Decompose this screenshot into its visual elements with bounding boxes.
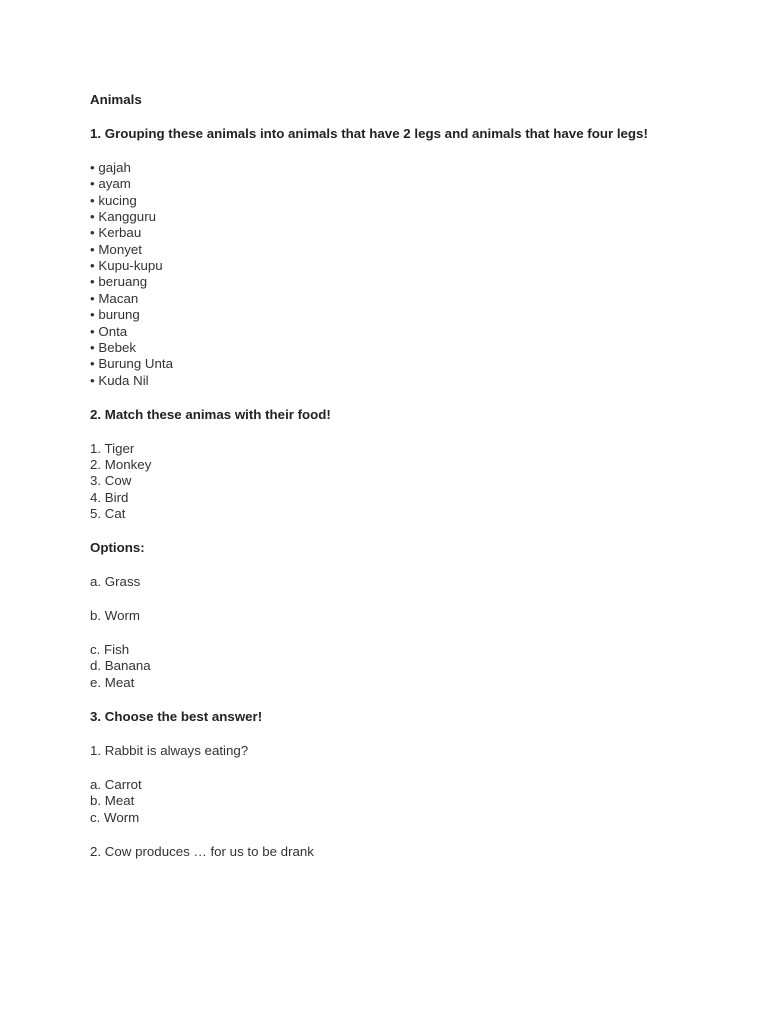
list-item: 3. Cow (90, 473, 132, 489)
list-item: • Onta (90, 323, 128, 339)
list-item: • ayam (90, 176, 131, 192)
list-item: • kucing (90, 192, 137, 208)
animal-list (90, 160, 730, 389)
list-item: 5. Cat (90, 505, 126, 521)
list-item: • burung (90, 307, 140, 323)
question-1: 1. Rabbit is always eating? (90, 742, 249, 758)
list-item: • Kupu-kupu (90, 258, 163, 274)
option-item: d. Banana (90, 658, 151, 674)
option-item: a. Grass (90, 574, 141, 590)
list-item: • Monyet (90, 241, 142, 257)
answer-option: b. Meat (90, 793, 135, 809)
section-2-heading: 2. Match these animas with their food! (90, 406, 331, 422)
list-item: • Kuda Nil (90, 372, 149, 388)
option-item: c. Fish (90, 642, 130, 658)
worksheet (90, 92, 730, 860)
match-animal-list (90, 441, 730, 523)
list-item: • Bebek (90, 339, 137, 355)
question-2: 2. Cow produces … for us to be drank (90, 843, 314, 859)
list-item: • gajah (90, 160, 131, 176)
section-3-heading: 3. Choose the best answer! (90, 708, 263, 724)
list-item: • beruang (90, 274, 148, 290)
option-item: e. Meat (90, 674, 135, 690)
list-item: 1. Tiger (90, 440, 135, 456)
options-heading: Options: (90, 540, 145, 555)
section-1-heading: 1. Grouping these animals into animals that have 2 legs and animals that have four legs! (90, 126, 648, 142)
list-item: • Macan (90, 290, 139, 306)
list-item: • Kangguru (90, 209, 157, 225)
option-item: b. Worm (90, 608, 140, 624)
list-item: • Kerbau (90, 225, 142, 241)
answer-option: c. Worm (90, 809, 140, 825)
answer-option: a. Carrot (90, 776, 142, 792)
list-item: • Burung Unta (90, 356, 174, 372)
list-item: 4. Bird (90, 489, 129, 505)
document-title: Animals (90, 92, 142, 107)
list-item: 2. Monkey (90, 456, 152, 472)
